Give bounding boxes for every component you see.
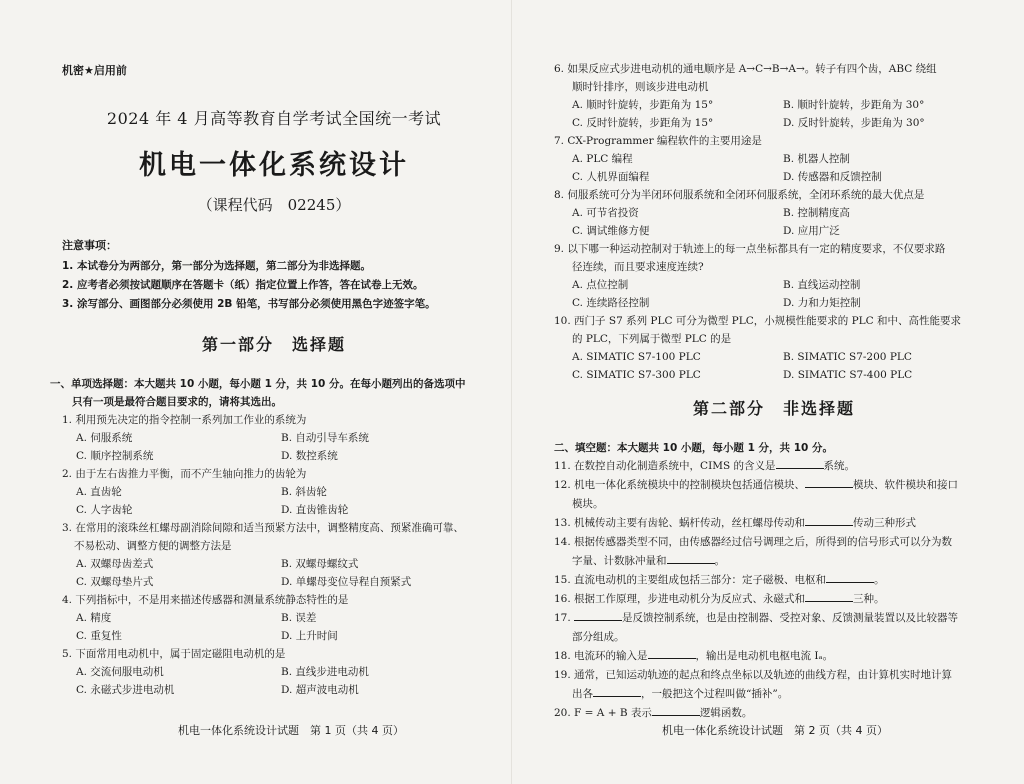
page-footer: 机电一体化系统设计试题 第 1 页（共 4 页） [178,724,404,737]
exam-page-2 [512,0,1024,784]
option: D. 数控系统 [281,450,338,462]
fill-question-16: 16. 根据工作原理，步进电动机分为反应式、永磁式和 三种。 [554,590,994,609]
course-code: （课程代码 02245） [197,196,351,214]
notes-heading: 注意事项： [62,239,117,252]
option: B. 直线运动控制 [783,279,861,291]
option: C. 人字齿轮 [76,504,133,516]
option: A. 直齿轮 [76,486,122,498]
question-1: 1. 利用预先决定的指令控制一系列加工作业的系统为 A. 伺服系统 B. 自动引导车系统 C. 顺序控制系统 D. 数控系统 [62,411,486,465]
question-7: 7. CX-Programmer 编程软件的主要用途是 A. PLC 编程 B. 机器人控制 C. 人机界面编程 D. 传感器和反馈控制 [554,132,994,186]
question-6: 6. 如果反应式步进电动机的通电顺序是 A→C→B→A→。转子有四个齿，ABC 绕组 顺时针排序，则该步进电动机 A. 顺时针旋转，步距角为 15° B. 顺时针旋转，步距角为 30° C. 反时针旋转，步距角为 15° D. 反时针旋转，步距角为 30° [554,60,994,132]
answer-blank [652,704,700,716]
answer-blank [648,647,696,659]
option: D. 上升时间 [281,630,338,642]
fill-question-12: 12. 机电一体化系统模块中的控制模块包括通信模块、 模块、软件模块和接口 模块。 [554,476,994,514]
answer-blank [826,571,874,583]
course-title: 机电一体化系统设计 [139,150,409,181]
question-4: 4. 下列指标中，不是用来描述传感器和测量系统静态特性的是 A. 精度 B. 误差 C. 重复性 D. 上升时间 [62,591,486,645]
option: A. 交流伺服电动机 [76,666,164,678]
fill-question-18: 18. 电流环的输入是 ，输出是电动机电枢电流 Iₐ。 [554,647,994,666]
option: B. 顺时针旋转，步距角为 30° [783,99,925,111]
answer-blank [805,476,853,488]
option: A. PLC 编程 [572,153,633,165]
option: B. 误差 [281,612,317,624]
answer-blank [593,685,641,697]
option: B. SIMATIC S7-200 PLC [783,351,912,363]
option: A. 点位控制 [572,279,629,291]
option: A. SIMATIC S7-100 PLC [572,351,701,363]
option: A. 伺服系统 [76,432,133,444]
section-two-instructions: 二、填空题：本大题共 10 小题，每小题 1 分，共 10 分。 [554,442,833,454]
part-two-title: 第二部分 非选择题 [692,399,855,418]
option: D. SIMATIC S7-400 PLC [783,369,913,381]
section-one-instructions: 一、单项选择题：本大题共 10 小题，每小题 1 分，共 10 分。在每小题列出的备选项中 只有一项是最符合题目要求的，请将其选出。 [50,378,466,408]
option: B. 自动引导车系统 [281,432,369,444]
option: D. 超声波电动机 [281,684,359,696]
answer-blank [776,457,824,469]
option: D. 单螺母变位导程自预紧式 [281,576,412,588]
answer-blank [574,609,622,621]
note-item: 1. 本试卷分为两部分，第一部分为选择题，第二部分为非选择题。 [62,260,371,272]
option: C. 永磁式步进电动机 [76,684,175,696]
fill-question-19: 19. 通常，已知运动轨迹的起点和终点坐标以及轨迹的曲线方程，由计算机实时地计算 出各 ，一般把这个过程叫做“插补”。 [554,669,953,700]
option: B. 双螺母螺纹式 [281,558,359,570]
option: C. 顺序控制系统 [76,450,154,462]
exam-title: 2024 年 4 月高等教育自学考试全国统一考试 [106,109,442,128]
question-5: 5. 下面常用电动机中，属于固定磁阻电动机的是 A. 交流伺服电动机 B. 直线步进电动机 C. 永磁式步进电动机 D. 超声波电动机 [62,645,486,699]
answer-blank [805,514,853,526]
option: C. 反时针旋转，步距角为 15° [572,117,714,129]
question-9: 9. 以下哪一种运动控制对于轨迹上的每一点坐标都具有一定的精度要求，不仅要求路 径连续，而且要求速度连续? A. 点位控制 B. 直线运动控制 C. 连续路径控制 D. 力和力矩控制 [554,240,994,312]
option: C. 双螺母垫片式 [76,576,154,588]
option: A. 可节省投资 [572,207,639,219]
answer-blank [805,590,853,602]
fill-question-15: 15. 直流电动机的主要组成包括三部分：定子磁极、电枢和 。 [554,571,994,590]
option: C. 人机界面编程 [572,171,650,183]
option: D. 直齿锥齿轮 [281,504,349,516]
answer-blank [667,552,715,564]
option: D. 力和力矩控制 [783,297,861,309]
question-8: 8. 伺服系统可分为半闭环伺服系统和全闭环伺服系统，全闭环系统的最大优点是 A. 可节省投资 B. 控制精度高 C. 调试维修方便 D. 应用广泛 [554,186,994,240]
option: C. 连续路径控制 [572,297,650,309]
option: B. 直线步进电动机 [281,666,369,678]
part-one-title: 第一部分 选择题 [201,335,346,354]
fill-question-13: 13. 机械传动主要有齿轮、蜗杆传动，丝杠螺母传动和 传动三种形式 [554,514,994,533]
page-footer: 机电一体化系统设计试题 第 2 页（共 4 页） [662,724,888,737]
question-10: 10. 西门子 S7 系列 PLC 可分为微型 PLC，小规模性能要求的 PLC 和中、高性能要求 的 PLC，下列属于微型 PLC 的是 A. SIMATIC S7-100 PLC B. SIMATIC S7-200 PLC C. SIMATIC S7-300 PLC D. SIMATIC S7-400 PLC [554,312,994,384]
note-item: 2. 应考者必须按试题顺序在答题卡（纸）指定位置上作答，答在试卷上无效。 [62,279,424,291]
option: A. 精度 [76,612,112,624]
option: C. 调试维修方便 [572,225,650,237]
fill-question-11: 11. 在数控自动化制造系统中，CIMS 的含义是 系统。 [554,457,994,476]
option: C. 重复性 [76,630,122,642]
fill-question-20: 20. F = A + B 表示 逻辑函数。 [554,704,994,723]
option: B. 机器人控制 [783,153,850,165]
note-item: 3. 涂写部分、画图部分必须使用 2B 铅笔，书写部分必须使用黑色字迹签字笔。 [62,298,436,310]
option: D. 传感器和反馈控制 [783,171,882,183]
option: D. 反时针旋转，步距角为 30° [783,117,925,129]
question-3: 3. 在常用的滚珠丝杠螺母副消除间隙和适当预紧方法中，调整精度高、预紧准确可靠、 不易松动、调整方便的调整方法是 A. 双螺母齿差式 B. 双螺母螺纹式 C. 双螺母垫片式 D. 单螺母变位导程自预紧式 [62,519,486,591]
fill-question-17: 17. 是反馈控制系统，也是由控制器、受控对象、反馈测量装置以及比较器等 部分组成。 [554,609,994,647]
option: A. 双螺母齿差式 [76,558,154,570]
option: C. SIMATIC S7-300 PLC [572,369,701,381]
confidential-mark: 机密★启用前 [62,64,127,77]
question-2: 2. 由于左右齿推力平衡，而不产生轴向推力的齿轮为 A. 直齿轮 B. 斜齿轮 C. 人字齿轮 D. 直齿锥齿轮 [62,465,486,519]
option: B. 斜齿轮 [281,486,327,498]
option: D. 应用广泛 [783,225,840,237]
fill-question-14: 14. 根据传感器类型不同，由传感器经过信号调理之后，所得到的信号形式可以分为数 字量、计数脉冲量和 。 [554,536,953,567]
option: A. 顺时针旋转，步距角为 15° [572,99,714,111]
option: B. 控制精度高 [783,207,850,219]
